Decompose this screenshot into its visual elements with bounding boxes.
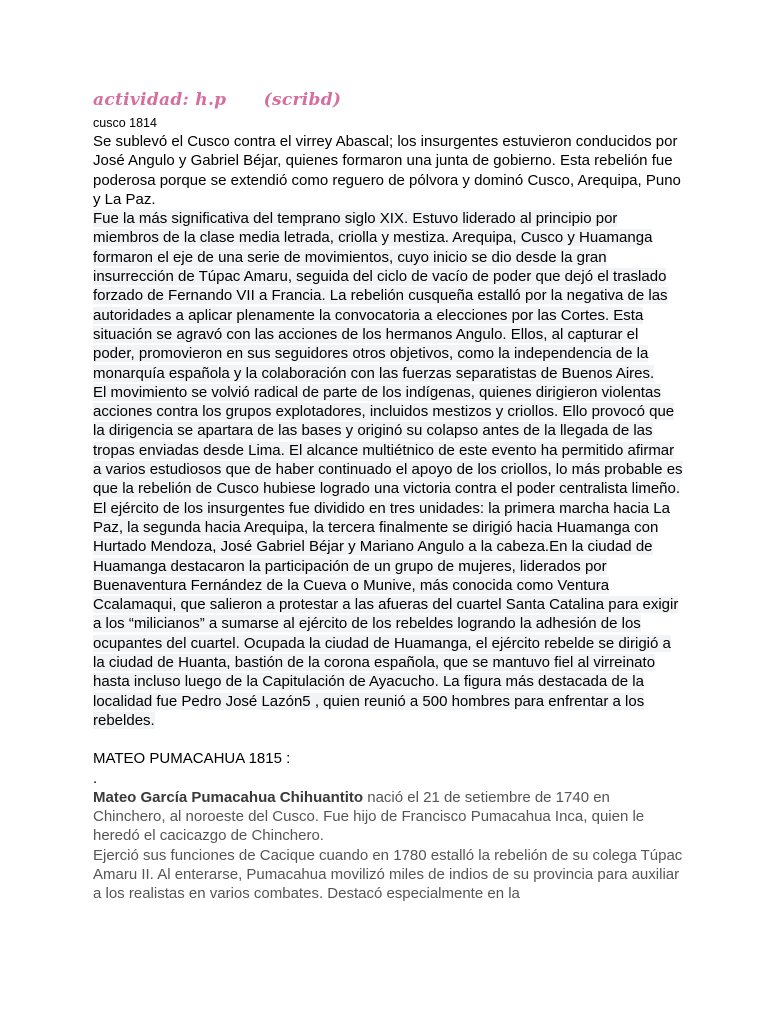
bio-paragraph-2: Ejerció sus funciones de Cacique cuando en 1780 estalló la rebelión de su colega Túpac Amaru II. Al enterarse, Pumacahua movilizó miles de indios de su provincia para auxiliar a los realistas en varios combates. Destacó especialmente en la (93, 846, 683, 903)
document-page (93, 86, 683, 904)
bio-text: nació el 21 de setiembre de 1740 en Chinchero, al noroeste del Cusco. Fue hijo de Francisco Pumacahua Inca, quien le heredó el cacicazgo de Chinchero. (93, 788, 645, 845)
section-title: MATEO PUMACAHUA 1815 : (93, 750, 291, 768)
paragraph-3 (93, 383, 683, 730)
paragraph-2 (93, 209, 683, 383)
paragraph-gap (93, 730, 683, 749)
highlighted-text: El movimiento se volvió radical de parte de los indígenas, quienes dirigieron violentas acciones contra los grupos explotadores, incluidos mestizos y criollos. Ello provocó que la dirigencia se apartara de las bases y originó su colapso antes de la llegada de las tropas enviadas desde Lima. El alcance multiétnico de este evento ha permitido afirmar a varios estudiosos que de haber continuado el apoyo de los criollos, lo más probable es que la rebelión de Cusco hubiese logrado una victoria contra el poder centralista limeño. El ejército de los insurgentes fue dividido en tres unidades: la primera marcha hacia La Paz, la segunda hacia Arequipa, la tercera finalmente se dirigió hacia Huamanga con Hurtado Mendoza, José Gabriel Béjar y Mariano Angulo a la cabeza.En la ciudad de Huamanga destacaron la participación de un grupo de mujeres, liderados por Buenaventura Fernández de la Cueva o Munive, más conocida como Ventura Ccalamaqui, que salieron a protestar a las afueras del cuartel Santa Catalina para exigir a los “milicianos” a sumarse al ejército de los rebeldes logrando la adhesión de los ocupantes del cuartel. Ocupada la ciudad de Huamanga, el ejército rebelde se dirigió a la ciudad de Huanta, bastión de la corona española, que se mantuvo fiel al virreinato hasta incluso luego de la Capitulación de Ayacucho. La figura más destacada de la localidad fue Pedro José Lazón5 , quien reunió a 500 hombres para enfrentar a los rebeldes. (93, 383, 683, 729)
subtitle: cusco 1814 (93, 116, 157, 130)
section-dot: . (93, 769, 98, 787)
bio-paragraph (93, 788, 683, 846)
highlighted-text: Fue la más significativa del temprano siglo XIX. Estuvo liderado al principio por miembros de la clase media letrada, criolla y mestiza. Arequipa, Cusco y Huamanga formaron el eje de una serie de movimientos, cuyo inicio se dio desde la gran insurrección de Túpac Amaru, seguida del ciclo de vacío de poder que dejó el traslado forzado de Fernando VII a Francia. La rebelión cusqueña estalló por la negativa de las autoridades a aplicar plenamente la convocatoria a elecciones por las Cortes. Esta situación se agravó con las acciones de los hermanos Angulo. Ellos, al capturar el poder, promovieron en sus seguidores otros objetivos, como la independencia de la monarquía española y la colaboración con las fuerzas separatistas de Buenos Aires. (93, 210, 668, 382)
page-heading: actividad: h.p (scribd) (93, 90, 342, 110)
bio-name: Mateo García Pumacahua Chihuantito (93, 788, 364, 806)
intro-paragraph: Se sublevó el Cusco contra el virrey Abascal; los insurgentes estuvieron conducidos por José Angulo y Gabriel Béjar, quienes formaron una junta de gobierno. Esta rebelión fue poderosa porque se extendió como reguero de pólvora y dominó Cusco, Arequipa, Puno y La Paz. (93, 133, 681, 208)
